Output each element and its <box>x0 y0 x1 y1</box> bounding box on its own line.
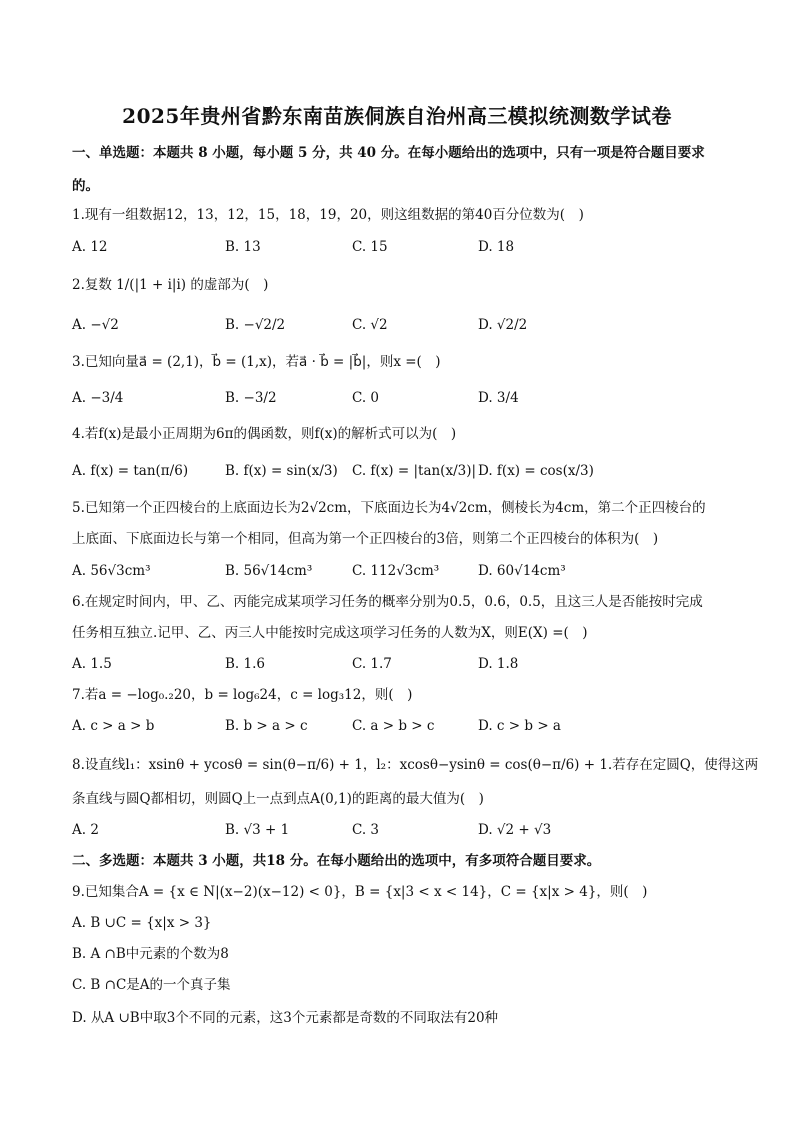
option-b: B. −3/2 <box>225 390 277 406</box>
option-c: C. f(x) = |tan(x/3)| <box>352 463 477 479</box>
option-d: D. 1.8 <box>478 656 519 672</box>
question-7-stem: 7.若a = −log₀.₂20，b = log₆24，c = log₃12，则( ) <box>72 687 413 703</box>
question-9-option-c: C. B ∩C是A的一个真子集 <box>72 977 231 993</box>
question-9-option-a: A. B ∪C = {x|x > 3} <box>72 915 212 931</box>
question-9-option-d: D. 从A ∪B中取3个不同的元素，这3个元素都是奇数的不同取法有20种 <box>72 1010 499 1026</box>
question-1-stem: 1.现有一组数据12，13，12，15，18，19，20，则这组数据的第40百分位数为( ) <box>72 207 584 223</box>
question-5-options <box>72 562 732 580</box>
option-d: D. 18 <box>478 239 515 255</box>
option-b: B. √3 + 1 <box>225 822 290 838</box>
option-d: D. c > b > a <box>478 718 561 734</box>
question-4-stem: 4.若f(x)是最小正周期为6π的偶函数，则f(x)的解析式可以为( ) <box>72 426 457 442</box>
question-8-stem-cont: 条直线与圆Q都相切，则圆Q上一点到点A(0,1)的距离的最大值为( ) <box>72 791 484 807</box>
question-8-options <box>72 821 732 839</box>
option-c: C. 1.7 <box>352 656 392 672</box>
question-2-options <box>72 316 732 334</box>
question-6-stem-cont: 任务相互独立.记甲、乙、丙三人中能按时完成这项学习任务的人数为X，则E(X) =( ) <box>72 625 588 641</box>
question-2-stem: 2.复数 1/(|1 + i|i) 的虚部为( ) <box>72 277 269 293</box>
option-c: C. 112√3cm³ <box>352 563 440 579</box>
question-3-options <box>72 389 732 407</box>
question-9-stem: 9.已知集合A = {x ∈ N|(x−2)(x−12) < 0}，B = {x|3 < x < 14}，C = {x|x > 4}，则( ) <box>72 884 648 900</box>
question-6-options <box>72 655 732 673</box>
section2-heading: 二、多选题：本题共 3 小题，共18 分。在每小题给出的选项中，有多项符合题目要求。 <box>72 853 601 869</box>
option-b: B. 1.6 <box>225 656 265 672</box>
question-8-stem: 8.设直线l₁：xsinθ + ycosθ = sin(θ−π/6) + 1，l₂：xcosθ−ysinθ = cos(θ−π/6) + 1.若存在定圆Q，使得这两 <box>72 757 759 773</box>
question-6-stem: 6.在规定时间内，甲、乙、丙能完成某项学习任务的概率分别为0.5，0.6，0.5，且这三人是否能按时完成 <box>72 594 703 610</box>
question-5-stem: 5.已知第一个正四棱台的上底面边长为2√2cm，下底面边长为4√2cm，侧棱长为4cm，第二个正四棱台的 <box>72 500 706 516</box>
option-a: A. 1.5 <box>72 656 112 672</box>
question-7-options <box>72 717 732 735</box>
question-1-options <box>72 238 732 256</box>
page-title: 2025年贵州省黔东南苗族侗族自治州高三模拟统测数学试卷 <box>122 104 672 128</box>
option-a: A. c > a > b <box>72 718 155 734</box>
option-b: B. 13 <box>225 239 261 255</box>
question-4-options <box>72 462 732 480</box>
question-9-option-b: B. A ∩B中元素的个数为8 <box>72 946 229 962</box>
option-c: C. 15 <box>352 239 388 255</box>
option-c: C. 0 <box>352 390 380 406</box>
option-a: A. 12 <box>72 239 108 255</box>
option-a: A. f(x) = tan(π/6) <box>72 463 189 479</box>
option-d: D. 60√14cm³ <box>478 563 566 579</box>
option-c: C. a > b > c <box>352 718 435 734</box>
option-c: C. 3 <box>352 822 380 838</box>
option-d: D. √2/2 <box>478 317 528 333</box>
option-a: A. 56√3cm³ <box>72 563 151 579</box>
option-d: D. 3/4 <box>478 390 519 406</box>
option-b: B. −√2/2 <box>225 317 286 333</box>
question-3-stem: 3.已知向量a⃗ = (2,1)，b⃗ = (1,x)，若a⃗ · b⃗ = |b⃗|，则x =( ) <box>72 354 441 370</box>
option-d: D. f(x) = cos(x/3) <box>478 463 594 479</box>
option-c: C. √2 <box>352 317 388 333</box>
question-5-stem-cont: 上底面、下底面边长与第一个相同，但高为第一个正四棱台的3倍，则第二个正四棱台的体积为( ) <box>72 531 659 547</box>
option-b: B. b > a > c <box>225 718 308 734</box>
option-d: D. √2 + √3 <box>478 822 552 838</box>
section1-heading-cont: 的。 <box>72 178 99 194</box>
section1-heading: 一、单选题：本题共 8 小题，每小题 5 分，共 40 分。在每小题给出的选项中，只有一项是符合题目要求 <box>72 145 705 161</box>
option-b: B. f(x) = sin(x/3) <box>225 463 338 479</box>
option-a: A. −√2 <box>72 317 119 333</box>
option-b: B. 56√14cm³ <box>225 563 313 579</box>
option-a: A. 2 <box>72 822 99 838</box>
option-a: A. −3/4 <box>72 390 124 406</box>
